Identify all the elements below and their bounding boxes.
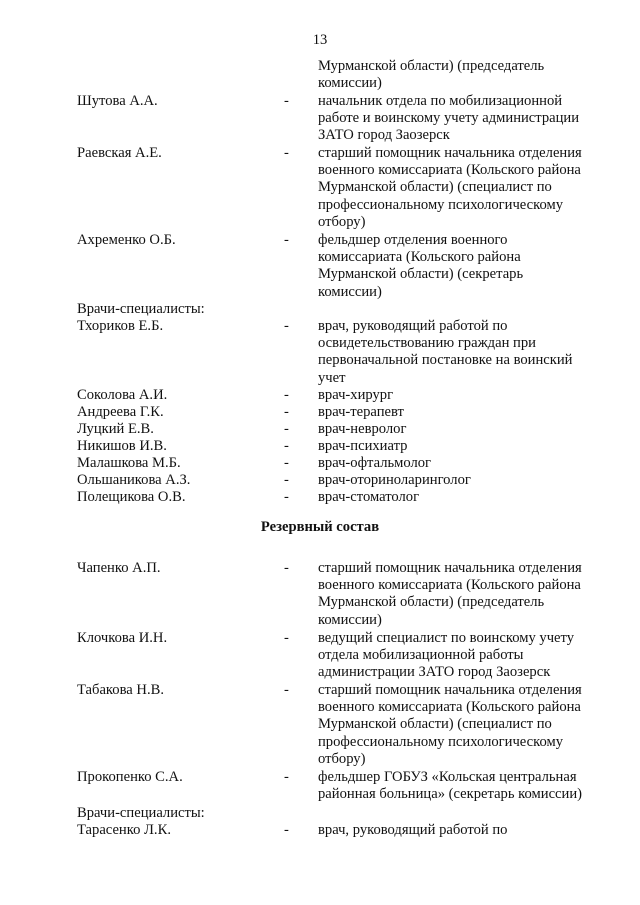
- doctor-role: врач, руководящий работой по освидетельствованию граждан при первоначальной постановке на воинский учет: [318, 318, 573, 386]
- doctor-role: врач, руководящий работой по: [318, 822, 508, 838]
- dash: -: [284, 822, 289, 838]
- page-number: 13: [312, 32, 328, 48]
- doctor-role: врач-терапевт: [318, 404, 404, 420]
- doctor-role: врач-оториноларинголог: [318, 472, 471, 488]
- reserve-heading: Резервный состав: [260, 519, 380, 535]
- doctor-name: Малашкова М.Б.: [77, 455, 181, 471]
- dash: -: [284, 387, 289, 403]
- doctors-group-label: Врачи-специалисты:: [77, 301, 205, 317]
- member-name: Табакова Н.В.: [77, 682, 164, 698]
- doctor-name: Никишов И.В.: [77, 438, 167, 454]
- role-text: Мурманской области) (председатель комиссии): [318, 58, 545, 92]
- dash: -: [284, 630, 289, 646]
- dash: -: [284, 682, 289, 698]
- member-name: Шутова А.А.: [77, 93, 158, 109]
- doctor-role: врач-стоматолог: [318, 489, 420, 505]
- doctor-role: врач-невролог: [318, 421, 407, 437]
- member-role: начальник отдела по мобилизационной работе и воинскому учету администрации ЗАТО город Заозерск: [318, 93, 580, 144]
- member-role: фельдшер отделения военного комиссариата (Кольского района Мурманской области) (секретарь комиссии): [318, 232, 524, 300]
- member-role: ведущий специалист по воинскому учету отдела мобилизационной работы администрации ЗАТО город Заозерск: [318, 630, 574, 681]
- member-name: Раевская А.Е.: [77, 145, 162, 161]
- dash: -: [284, 769, 289, 785]
- dash: -: [284, 232, 289, 248]
- doctor-name: Ольшаникова А.З.: [77, 472, 191, 488]
- dash: -: [284, 421, 289, 437]
- doctor-name: Луцкий Е.В.: [77, 421, 154, 437]
- member-name: Чапенко А.П.: [77, 560, 161, 576]
- doctor-role: врач-офтальмолог: [318, 455, 432, 471]
- dash: -: [284, 318, 289, 334]
- member-name: Ахременко О.Б.: [77, 232, 176, 248]
- member-role: старший помощник начальника отделения военного комиссариата (Кольского района Мурманской области) (председатель комиссии): [318, 560, 582, 628]
- member-name: Клочкова И.Н.: [77, 630, 168, 646]
- dash: -: [284, 472, 289, 488]
- dash: -: [284, 145, 289, 161]
- dash: -: [284, 455, 289, 471]
- doctor-name: Тарасенко Л.К.: [77, 822, 171, 838]
- member-role: старший помощник начальника отделения военного комиссариата (Кольского района Мурманской области) (специалист по профессиональному психологическому отбору): [318, 145, 582, 230]
- dash: -: [284, 489, 289, 505]
- doctors-group-label: Врачи-специалисты:: [77, 805, 205, 821]
- doctor-name: Тхориков Е.Б.: [77, 318, 164, 334]
- dash: -: [284, 438, 289, 454]
- doctor-name: Полещикова О.В.: [77, 489, 186, 505]
- member-role: старший помощник начальника отделения военного комиссариата (Кольского района Мурманской области) (специалист по профессиональному психологическому отбору): [318, 682, 582, 767]
- doctor-name: Соколова А.И.: [77, 387, 168, 403]
- dash: -: [284, 404, 289, 420]
- member-name: Прокопенко С.А.: [77, 769, 183, 785]
- dash: -: [284, 93, 289, 109]
- doctor-role: врач-хирург: [318, 387, 394, 403]
- member-role: фельдшер ГОБУЗ «Кольская центральная районная больница» (секретарь комиссии): [318, 769, 582, 803]
- doctor-name: Андреева Г.К.: [77, 404, 164, 420]
- dash: -: [284, 560, 289, 576]
- doctor-role: врач-психиатр: [318, 438, 408, 454]
